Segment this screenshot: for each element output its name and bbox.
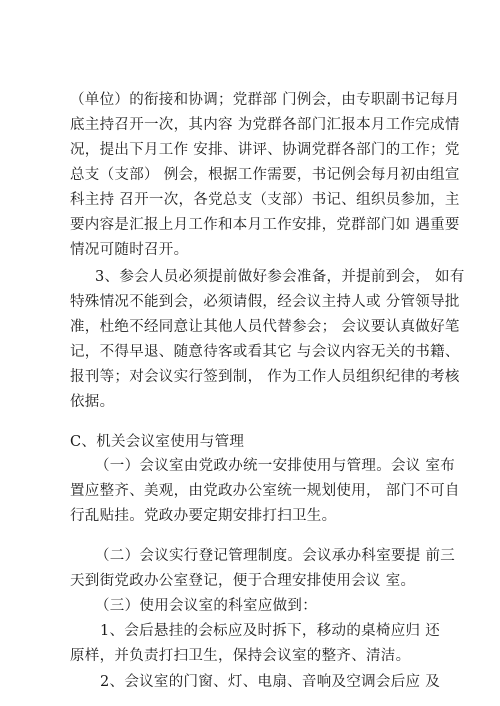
body-text-line: 原样，并负责打扫卫生，保持会议室的整齐、清洁。 bbox=[70, 648, 411, 664]
body-text-line: 况，提出下月工作 安排、讲评、协调党群各部门的工作；党 bbox=[70, 142, 460, 158]
body-text-line: 置应整齐、美观，由党政办公室统一规划使用， 部门不可自 bbox=[70, 483, 460, 499]
body-text-line: 总支（支部） 例会，根据工作需要，书记例会每月初由组宣 bbox=[70, 167, 460, 183]
body-text-line: 天到街党政办公室登记，便于合理安排使用会议 室。 bbox=[70, 573, 416, 589]
body-text-line: 报刊等；对会议实行签到制， 作为工作人员组织纪律的考核 bbox=[70, 369, 460, 385]
body-text-line: 特殊情况不能到会，必须请假，经会议主持人或 分管领导批 bbox=[70, 294, 460, 310]
body-text-line: （一）会议室由党政办统一安排使用与管理。会议 室布 bbox=[95, 458, 456, 474]
body-text-line: （二）会议实行登记管理制度。会议承办科室要提 前三 bbox=[95, 548, 456, 564]
body-text-line: 依据。 bbox=[70, 394, 115, 410]
section-heading: C、机关会议室使用与管理 bbox=[70, 434, 245, 450]
body-text-line: 准，杜绝不经同意让其他人员代替参会； 会议要认真做好笔 bbox=[70, 319, 460, 335]
body-text-line: 1、会后悬挂的会标应及时拆下，移动的桌椅应归 还 bbox=[100, 623, 441, 639]
body-text-line: 2、会议室的门窗、灯、电扇、音响及空调会后应 及 bbox=[100, 674, 441, 690]
body-text-line: 科主持 召开一次，各党总支（支部）书记、组织员参加，主 bbox=[70, 192, 460, 208]
body-text-line: 3、参会人员必须提前做好参会准备，并提前到会， 如有 bbox=[95, 269, 465, 285]
body-text-line: 情况可随时召开。 bbox=[70, 242, 189, 258]
body-text-line: 记，不得早退、随意待客或看其它 与会议内容无关的书籍、 bbox=[70, 344, 460, 360]
body-text-line: （单位）的衔接和协调；党群部 门例会，由专职副书记每月 bbox=[70, 92, 460, 108]
body-text-line: 要内容是汇报上月工作和本月工作安排，党群部门如 遇重要 bbox=[70, 217, 460, 233]
body-text-line: （三）使用会议室的科室应做到： bbox=[95, 598, 317, 614]
body-text-line: 行乱贴挂。党政办要定期安排打扫卫生。 bbox=[70, 508, 337, 524]
body-text-line: 底主持召开一次，其内容 为党群各部门汇报本月工作完成情 bbox=[70, 117, 460, 133]
